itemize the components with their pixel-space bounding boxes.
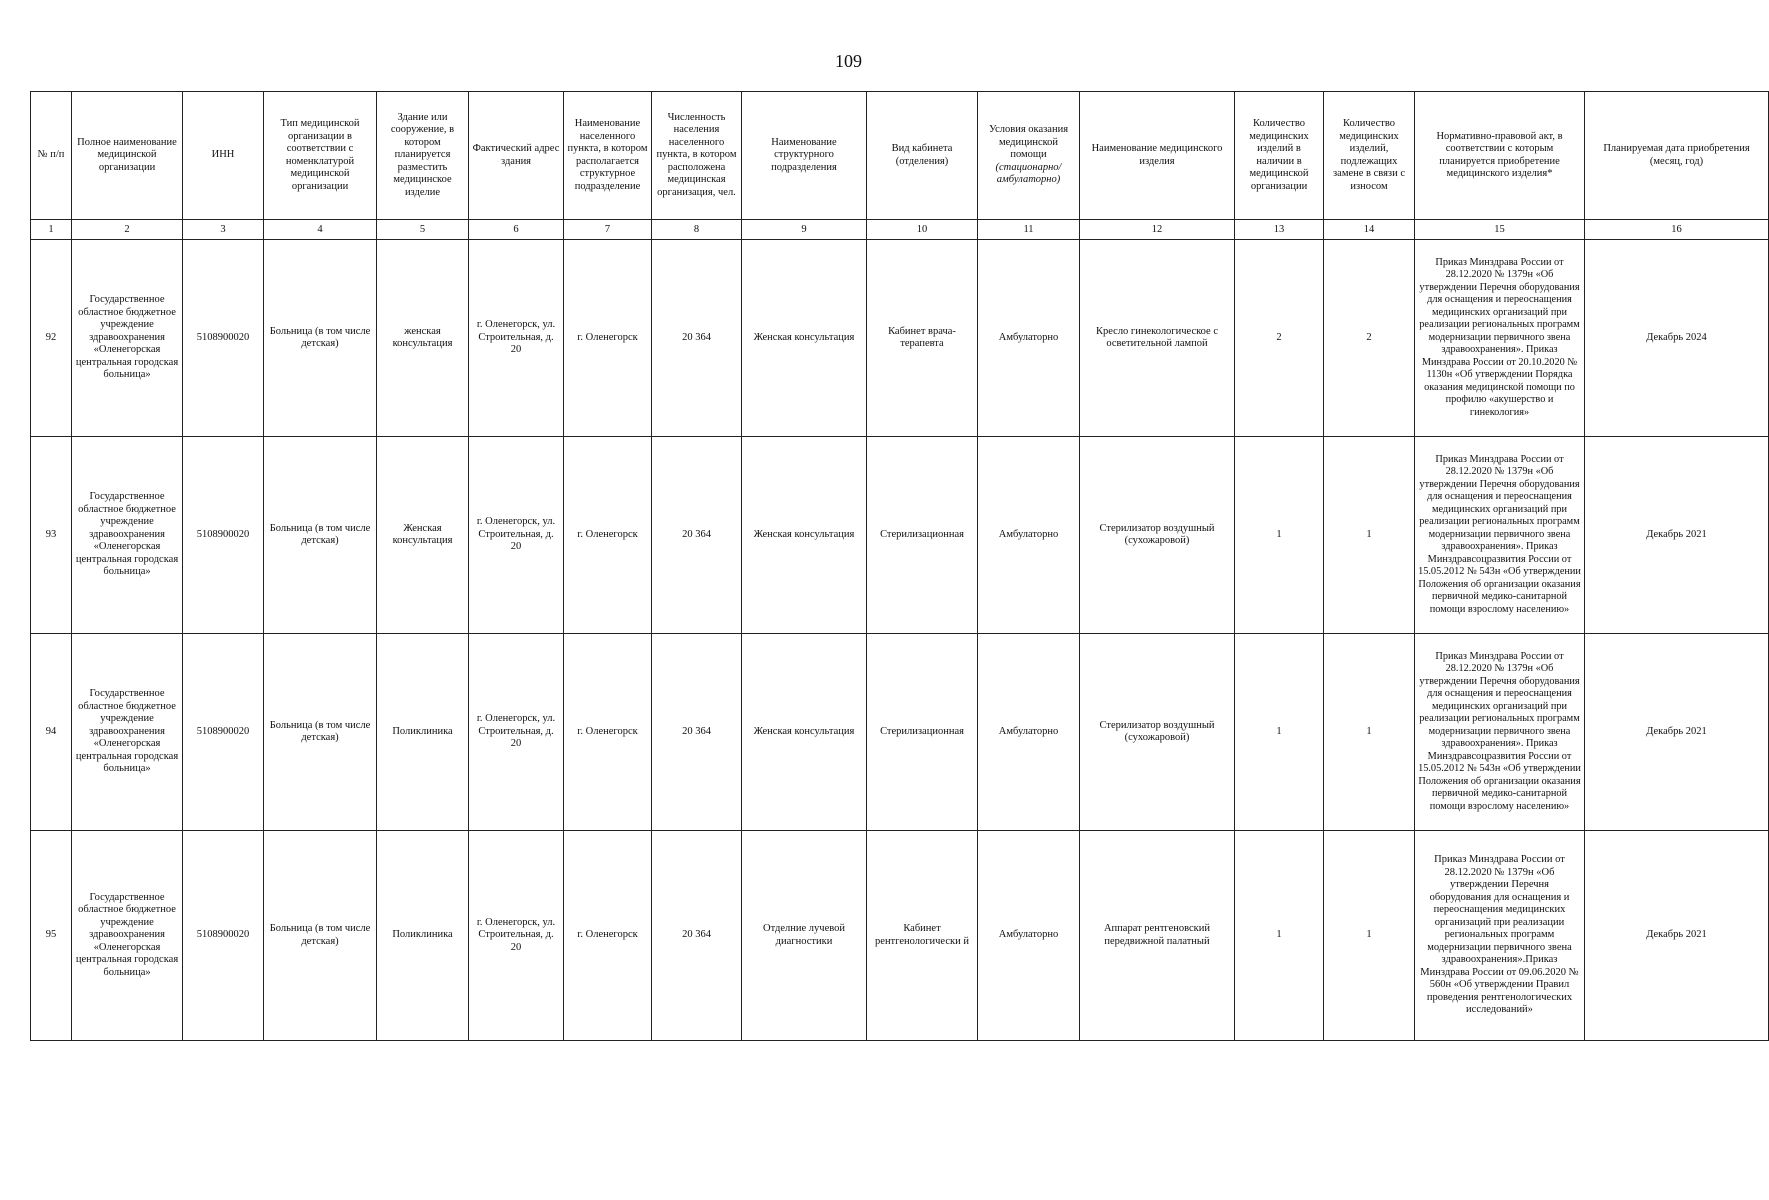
cell-number: 92	[31, 240, 72, 437]
cell-inn: 5108900020	[183, 634, 264, 831]
table-row	[31, 831, 1769, 1041]
column-header: Здание или сооружение, в котором планируется разместить медицинское изделие	[377, 92, 469, 220]
column-number: 13	[1235, 220, 1324, 240]
column-number: 5	[377, 220, 469, 240]
cell-legal-act: Приказ Минздрава России от 28.12.2020 № 1379н «Об утверждении Перечня оборудования для оснащения и переоснащения медицинских организаций при реализации региональных программ модернизации первичного звена здравоохранения». Приказ Минздрава России от 20.10.2020 № 1130н «Об утверждении Порядка оказания медицинской помощи по профилю «акушерство и гинекология»	[1415, 240, 1585, 437]
cell-device: Стерилизатор воздушный (сухожаровой)	[1080, 634, 1235, 831]
cell-qty-available: 2	[1235, 240, 1324, 437]
cell-organization: Государственное областное бюджетное учреждение здравоохранения «Оленегорская центральная городская больница»	[72, 437, 183, 634]
cell-cabinet: Кабинет врача-терапевта	[867, 240, 978, 437]
cell-cabinet: Стерилизационная	[867, 634, 978, 831]
column-header: Планируемая дата приобретения (месяц, год)	[1585, 92, 1769, 220]
cell-date: Декабрь 2021	[1585, 831, 1769, 1041]
column-number: 4	[264, 220, 377, 240]
cell-date: Декабрь 2024	[1585, 240, 1769, 437]
cell-qty-replace: 2	[1324, 240, 1415, 437]
column-number: 14	[1324, 220, 1415, 240]
cell-building: Поликлиника	[377, 634, 469, 831]
cell-building: женская консультация	[377, 240, 469, 437]
cell-settlement: г. Оленегорск	[564, 240, 652, 437]
cell-qty-available: 1	[1235, 634, 1324, 831]
cell-device: Стерилизатор воздушный (сухожаровой)	[1080, 437, 1235, 634]
column-header-note: (стационарно/ амбулаторно)	[995, 161, 1062, 186]
column-header: Фактический адрес здания	[469, 92, 564, 220]
cell-population: 20 364	[652, 437, 742, 634]
cell-qty-replace: 1	[1324, 831, 1415, 1041]
column-header-text: Условия оказания медицинской помощи	[988, 124, 1069, 161]
column-number: 2	[72, 220, 183, 240]
cell-conditions: Амбулаторно	[978, 831, 1080, 1041]
column-number: 10	[867, 220, 978, 240]
cell-subdivision: Отделние лучевой диагностики	[742, 831, 867, 1041]
cell-organization: Государственное областное бюджетное учреждение здравоохранения «Оленегорская центральная городская больница»	[72, 831, 183, 1041]
column-number: 8	[652, 220, 742, 240]
column-header: Тип медицинской организации в соответствии с номенклатурой медицинской организации	[264, 92, 377, 220]
cell-building: Женская консультация	[377, 437, 469, 634]
column-number-row	[31, 220, 1769, 240]
cell-population: 20 364	[652, 831, 742, 1041]
column-header: Численность населения населенного пункта, в котором расположена медицинская организация, чел.	[652, 92, 742, 220]
column-header: Наименование структурного подразделения	[742, 92, 867, 220]
cell-inn: 5108900020	[183, 240, 264, 437]
equipment-table	[30, 91, 1769, 1041]
table-row	[31, 634, 1769, 831]
cell-cabinet: Кабинет рентгенологически й	[867, 831, 978, 1041]
cell-subdivision: Женская консультация	[742, 634, 867, 831]
cell-conditions: Амбулаторно	[978, 634, 1080, 831]
cell-building: Поликлиника	[377, 831, 469, 1041]
column-number: 9	[742, 220, 867, 240]
cell-address: г. Оленегорск, ул. Строительная, д. 20	[469, 634, 564, 831]
cell-legal-act: Приказ Минздрава России от 28.12.2020 № 1379н «Об утверждении Перечня оборудования для оснащения и переоснащения медицинских организаций при реализации региональных программ модернизации первичного звена здравоохранения».Приказ Минздрава России от 09.06.2020 № 560н «Об утверждении Правил проведения рентгенологических исследований»	[1415, 831, 1585, 1041]
cell-inn: 5108900020	[183, 437, 264, 634]
cell-qty-replace: 1	[1324, 437, 1415, 634]
cell-population: 20 364	[652, 634, 742, 831]
cell-organization: Государственное областное бюджетное учреждение здравоохранения «Оленегорская центральная городская больница»	[72, 240, 183, 437]
column-number: 12	[1080, 220, 1235, 240]
cell-settlement: г. Оленегорск	[564, 831, 652, 1041]
cell-inn: 5108900020	[183, 831, 264, 1041]
cell-legal-act: Приказ Минздрава России от 28.12.2020 № 1379н «Об утверждении Перечня оборудования для оснащения и переоснащения медицинских организаций при реализации региональных программ модернизации первичного звена здравоохранения». Приказ Минздравсоцразвития России от 15.05.2012 № 543н «Об утверждении Положения об организации оказания первичной медико-санитарной помощи взрослому населению»	[1415, 634, 1585, 831]
cell-qty-replace: 1	[1324, 634, 1415, 831]
cell-qty-available: 1	[1235, 831, 1324, 1041]
table-row	[31, 240, 1769, 437]
column-header: Наименование населенного пункта, в котором располагается структурное подразделение	[564, 92, 652, 220]
cell-number: 95	[31, 831, 72, 1041]
cell-address: г. Оленегорск, ул. Строительная, д. 20	[469, 437, 564, 634]
cell-date: Декабрь 2021	[1585, 634, 1769, 831]
column-header: Количество медицинских изделий в наличии в медицинской организации	[1235, 92, 1324, 220]
cell-settlement: г. Оленегорск	[564, 634, 652, 831]
column-header: Нормативно-правовой акт, в соответствии с которым планируется приобретение медицинского изделия*	[1415, 92, 1585, 220]
cell-subdivision: Женская консультация	[742, 240, 867, 437]
column-number: 6	[469, 220, 564, 240]
cell-address: г. Оленегорск, ул. Строительная, д. 20	[469, 831, 564, 1041]
column-number: 11	[978, 220, 1080, 240]
column-header: Наименование медицинского изделия	[1080, 92, 1235, 220]
cell-cabinet: Стерилизационная	[867, 437, 978, 634]
cell-device: Кресло гинекологическое с осветительной лампой	[1080, 240, 1235, 437]
column-number: 15	[1415, 220, 1585, 240]
cell-org-type: Больница (в том числе детская)	[264, 634, 377, 831]
cell-org-type: Больница (в том числе детская)	[264, 831, 377, 1041]
cell-org-type: Больница (в том числе детская)	[264, 240, 377, 437]
column-header	[978, 92, 1080, 220]
cell-device: Аппарат рентгеновский передвижной палатный	[1080, 831, 1235, 1041]
column-number: 1	[31, 220, 72, 240]
cell-number: 93	[31, 437, 72, 634]
cell-conditions: Амбулаторно	[978, 437, 1080, 634]
page-number: 109	[835, 51, 862, 71]
cell-organization: Государственное областное бюджетное учреждение здравоохранения «Оленегорская центральная городская больница»	[72, 634, 183, 831]
cell-conditions: Амбулаторно	[978, 240, 1080, 437]
column-number: 7	[564, 220, 652, 240]
column-header: ИНН	[183, 92, 264, 220]
cell-qty-available: 1	[1235, 437, 1324, 634]
cell-population: 20 364	[652, 240, 742, 437]
column-header: Количество медицинских изделий, подлежащих замене в связи с износом	[1324, 92, 1415, 220]
column-header: Вид кабинета (отделения)	[867, 92, 978, 220]
column-number: 3	[183, 220, 264, 240]
table-row	[31, 437, 1769, 634]
cell-subdivision: Женская консультация	[742, 437, 867, 634]
cell-date: Декабрь 2021	[1585, 437, 1769, 634]
column-header: № п/п	[31, 92, 72, 220]
cell-org-type: Больница (в том числе детская)	[264, 437, 377, 634]
column-header: Полное наименование медицинской организации	[72, 92, 183, 220]
cell-number: 94	[31, 634, 72, 831]
column-number: 16	[1585, 220, 1769, 240]
cell-settlement: г. Оленегорск	[564, 437, 652, 634]
cell-address: г. Оленегорск, ул. Строительная, д. 20	[469, 240, 564, 437]
cell-legal-act: Приказ Минздрава России от 28.12.2020 № 1379н «Об утверждении Перечня оборудования для оснащения и переоснащения медицинских организаций при реализации региональных программ модернизации первичного звена здравоохранения». Приказ Минздравсоцразвития России от 15.05.2012 № 543н «Об утверждении Положения об организации оказания первичной медико-санитарной помощи взрослому населению»	[1415, 437, 1585, 634]
table-header-row	[31, 92, 1769, 220]
